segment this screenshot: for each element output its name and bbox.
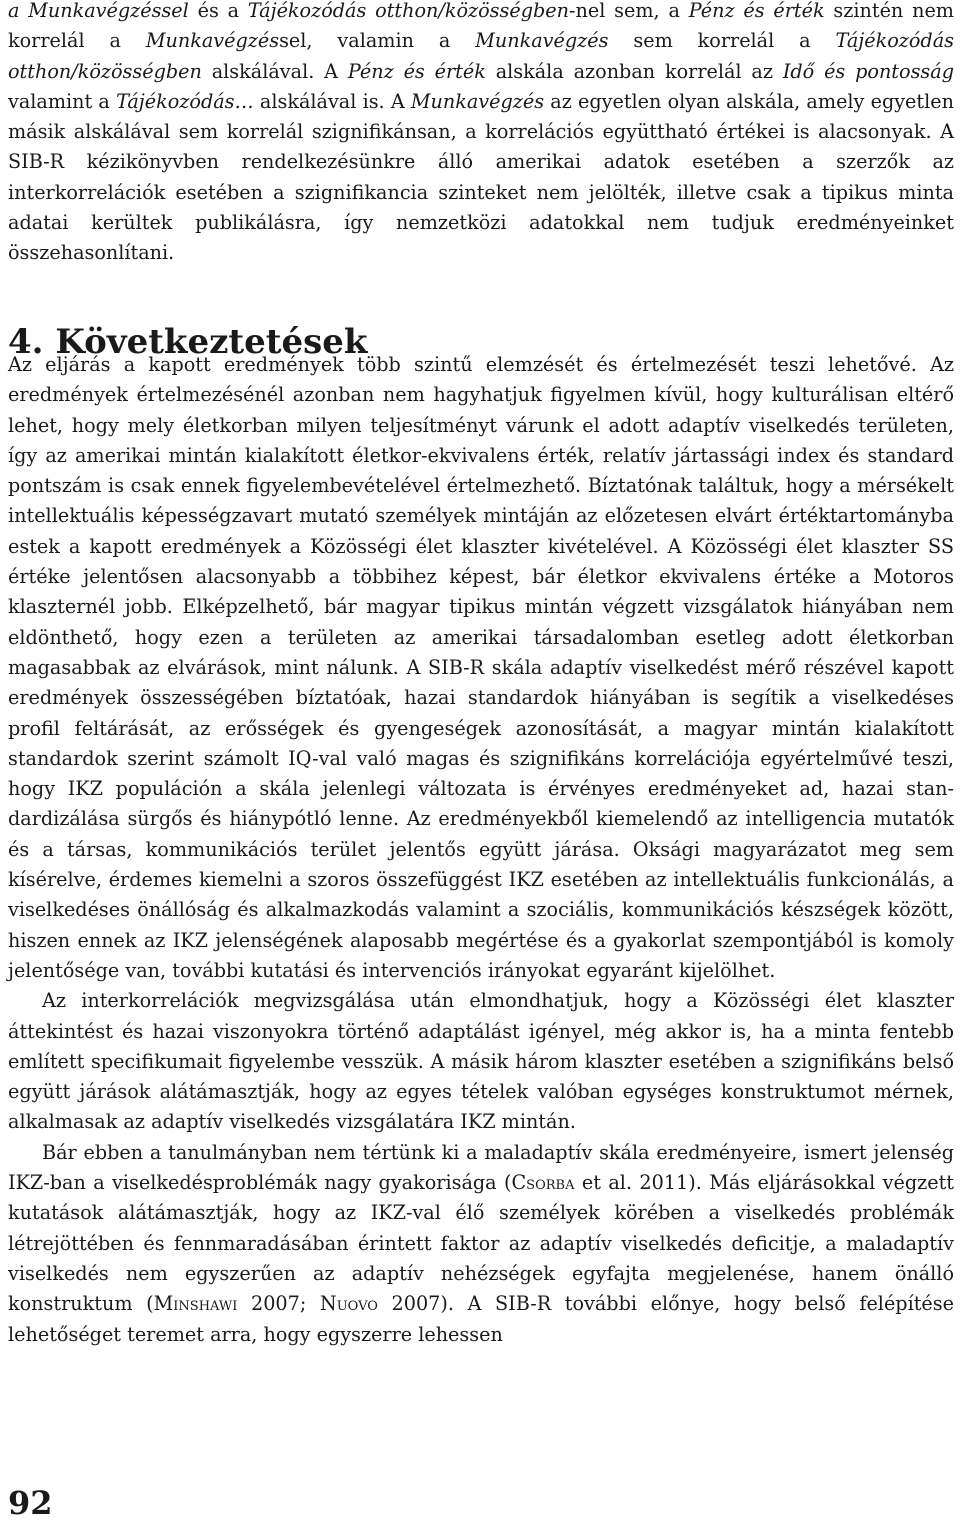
italic-term: Tájékozódás otthon/közösségben <box>8 29 954 83</box>
italic-term: Munkavégzés <box>410 89 545 113</box>
italic-term: Munkavégzés <box>145 29 280 53</box>
italic-term: Tájékozódás… <box>116 89 254 113</box>
section-heading: 4. Következtetések <box>8 322 368 362</box>
conclusions-body <box>8 350 954 1350</box>
italic-term: a Munkavégzéssel <box>8 0 189 22</box>
paragraph-2: Az eljárás a kapott eredmények több szintű elemzését és értelmezését teszi lehetővé. Az eredmények értelmezésénél azonban nem hagyhatjuk figyelmen kívül, hogy kulturálisan eltérő lehet, hogy mely életkorban milyen teljesítményt várunk el adott adaptív viselkedés területen, így az amerikai mintán kialakított életkor-ekvivalens érték, relatív jártassági index és standard pontszám is csak ennek figyelembevételével értelmezhető. Bíztatónak találtuk, hogy a mérsékelt intellektuális képességzavart mutató személyek mintáján az előzetesen elvárt értéktartományba estek a kapott eredmények a Közösségi élet klaszter kivételével. A Közösségi élet klaszter SS értéke jelentősen alacsonyabb a többihez képest, bár életkor ekvivalens értéke a Motoros klaszternél jobb. Elképzelhető, bár magyar tipikus mintán végzett vizsgálatok hiányában nem eldönthető, hogy ezen a területen az amerikai társadalomban esetleg adott életkorban magasabbak az elvárások, mint nálunk. A SIB-R skála adaptív viselkedést mérő részével kapott eredmények összességében bíztatóak, hazai standardok hiányában is segítik a viselkedéses profil feltárását, az erősségek és gyengeségek azonosítását, a magyar mintán kialakított standardok szerint számolt IQ-val való magas és szignifikáns korrelációja egyértelművé teszi, hogy IKZ populáción a skála jelenlegi változata is érvényes eredményeket ad, hazai standardizálása sürgős és hiánypótló lenne. Az eredményekből kiemelendő az intelligencia mutatók és a társas, kommunikációs terület jelentős együtt járása. Oksági magyarázatot meg sem kísérelve, érdemes kiemelni a szoros összefüggést IKZ esetében az intellektuális funkcionálás, a viselkedéses önállóság és alkalmazkodás valamint a szociális, kommunikációs készségek között, hiszen ennek az IKZ jelenségének alaposabb megértése és a gyakorlat szempontjából is komoly jelentősége van, további kutatási és intervenciós irányokat egyaránt kijelölhet. <box>8 353 954 982</box>
italic-term: Pénz és érték <box>347 59 486 83</box>
citation-author: Minshawi <box>153 1292 238 1316</box>
italic-term: Munkavégzés <box>475 29 609 53</box>
paragraph-3: Az interkorrelációk megvizsgálása után elmondhatjuk, hogy a Közösségi élet klaszter áttekintést és hazai viszonyokra történő adaptálást igényel, még akkor is, ha a minta fentebb említett specifikumait figyelembe vesszük. A másik három klaszter esetében a szignifikáns belső együtt járások alátámasztják, hogy az egyes tételek valóban egységes konstruktumot mérnek, alkalmasak az adaptív viselkedés vizsgálatára IKZ mintán. <box>8 989 954 1134</box>
citation-author: Csorba <box>511 1171 575 1195</box>
paragraph-1: a Munkavégzéssel és a Tájékozódás otthon/közösségben-nel sem, a Pénz és érték szintén nem korrelál a Munkavégzéssel, valamin a Munkavégzés sem korrelál a Tájékozódás otthon/közösségben alskálával. A Pénz és érték alskála azonban korrelál az Idő és pontosság valamint a Tájékozódás… alskálával is. A Munkavégzés az egyetlen olyan alskála, amely egyetlen másik alskálával sem korrelál szignifikánsan, a korrelációs együttható értékei is alacsonyak. A SIB-R kézikönyvben rendelkezésünkre álló amerikai adatok esetében a szerzők az interkorrelációk esetében a szignifikancia szinteket nem jelölték, illetve csak a tipikus minta adatai kerültek publikálásra, így nemzetközi adatokkal nem tudjuk eredményeinket összehasonlítani. <box>8 0 954 265</box>
citation-author: Nuovo <box>319 1292 378 1316</box>
italic-term: Pénz és érték <box>688 0 825 22</box>
italic-term: Tájékozódás otthon/közösségben <box>247 0 570 22</box>
paragraph-4: Bár ebben a tanulmányban nem tértünk ki a maladaptív skála eredményeire, ismert jelenség IKZ-ban a viselkedésproblémák nagy gyakorisága (Csorba et al. 2011). Más eljárásokkal végzett kutatások alátámasztják, hogy az IKZ-val élő személyek körében a viselkedés problémák létrejöttében és fennmaradásában érintett faktor az adaptív viselkedés deficitje, a maladaptív viselkedés nem egyszerűen az adaptív nehézségek egyfajta megjelenése, hanem önálló konstruktum (Minshawi 2007; Nuovo 2007). A SIB-R további előnye, hogy belső felépítése lehetőséget teremet arra, hogy egyszerre lehessen <box>8 1140 954 1346</box>
italic-term: Idő és pontosság <box>782 59 954 83</box>
page-number: 92 <box>8 1484 53 1522</box>
